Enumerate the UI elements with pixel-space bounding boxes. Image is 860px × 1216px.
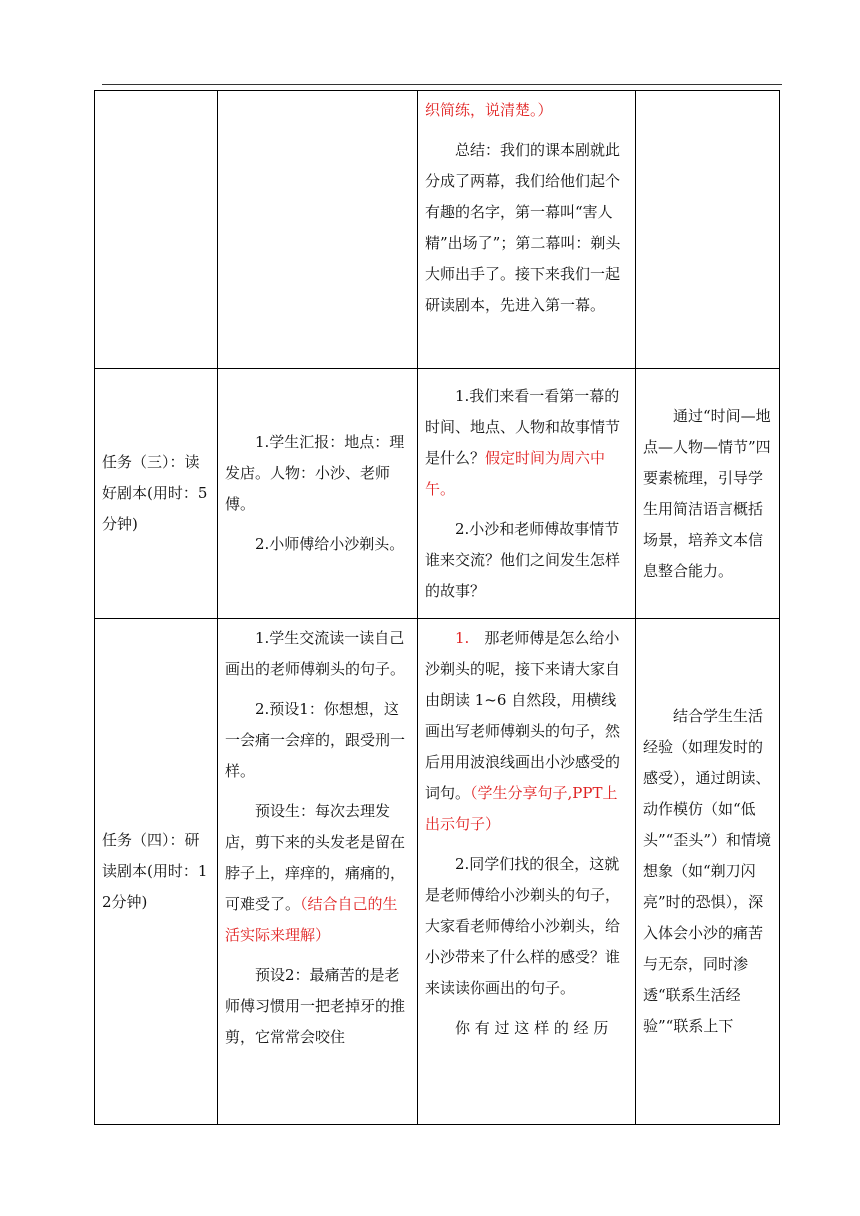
teacher-activity-cell <box>418 369 636 619</box>
lesson-plan-table <box>94 90 780 1125</box>
task-cell <box>95 619 218 1125</box>
header-rule <box>102 84 782 85</box>
task-cell <box>95 91 218 369</box>
teacher-activity-cell <box>418 619 636 1125</box>
body-text: 预设2：最痛苦的是老师傅习惯用一把老掉牙的推剪，它常常会咬住 <box>225 966 406 1046</box>
purpose-paragraph <box>643 401 772 587</box>
student-activity-cell <box>218 619 418 1125</box>
student-activity-cell <box>218 91 418 369</box>
highlight-text: （结合自己的生活实际来理解） <box>225 895 398 944</box>
teacher-paragraph <box>425 514 628 607</box>
teacher-activity-cell <box>418 91 636 369</box>
student-paragraph <box>225 529 410 560</box>
student-paragraph <box>225 427 410 520</box>
student-paragraph <box>225 960 410 1053</box>
body-text: 2.同学们找的很全，这就是老师傅给小沙剃头的句子，大家看老师傅给小沙剃头，给小沙带来了什么样的感受？谁来读读你画出的句子。 <box>425 855 621 997</box>
table-row <box>95 369 780 619</box>
table-row <box>95 619 780 1125</box>
design-purpose-cell <box>636 619 780 1125</box>
highlight-text: 假定时间为周六中午。 <box>425 448 606 498</box>
body-text: 1.我们来看一看第一幕的时间、地点、人物和故事情节是什么？ <box>425 386 621 467</box>
task-cell <box>95 369 218 619</box>
task-label: 任务（四）：研读剧本(用时：12分钟) <box>102 831 208 911</box>
teacher-paragraph <box>425 623 628 840</box>
body-text: 结合学生生活经验（如理发时的感受），通过朗读、动作模仿（如“低头”“歪头”）和情境想象（如“剃刀闪亮”时的恐惧），深入体会小沙的痛苦与无奈，同时渗透“联系生活经验”“联系上下 <box>643 707 772 1035</box>
highlight-text: 1. <box>455 629 470 647</box>
body-text: 你 有 过 这 样 的 经 历 <box>455 1019 609 1037</box>
body-text: 总结：我们的课本剧就此分成了两幕，我们给他们起个有趣的名字，第一幕叫“害人精”出场了”；第二幕叫：剃头大师出手了。接下来我们一起研读剧本，先进入第一幕。 <box>425 141 621 314</box>
teacher-paragraph <box>425 849 628 1004</box>
design-purpose-cell <box>636 91 780 369</box>
student-paragraph <box>225 623 410 685</box>
body-text: 预设生：每次去理发店，剪下来的头发老是留在脖子上，痒痒的，痛痛的，可难受了。 <box>225 802 406 913</box>
body-text: 通过“时间—地点—人物—情节”四要素梳理，引导学生用简洁语言概括场景，培养文本信息整合能力。 <box>643 406 771 580</box>
body-text: 1.学生交流读一读自己画出的老师傅剃头的句子。 <box>225 629 406 678</box>
purpose-paragraph <box>643 701 772 1042</box>
student-paragraph <box>225 694 410 787</box>
design-purpose-cell <box>636 369 780 619</box>
student-paragraph <box>225 796 410 951</box>
teacher-paragraph <box>425 95 628 126</box>
body-text: 2.小师傅给小沙剃头。 <box>255 535 405 553</box>
body-text: 那老师傅是怎么给小沙剃头的呢，接下来请大家自由朗读 1~6 自然段，用横线画出写老师傅剃头的句子，然后用用波浪线画出小沙感受的词句。 <box>425 629 621 802</box>
highlight-text: （学生分享句子,PPT上出示句子） <box>425 784 618 833</box>
body-text: 2.小沙和老师傅故事情节谁来交流？他们之间发生怎样的故事？ <box>425 519 621 600</box>
body-text: 2.预设1：你想想，这一会痛一会痒的，跟受刑一样。 <box>225 700 406 780</box>
table-row <box>95 91 780 369</box>
task-label: 任务（三）：读好剧本(用时：5分钟) <box>102 453 208 533</box>
teacher-paragraph <box>425 1013 628 1044</box>
highlight-text: 织简练，说清楚。） <box>425 101 553 119</box>
body-text: 1.学生汇报：地点：理发店。人物：小沙、老师傅。 <box>225 433 405 513</box>
student-activity-cell <box>218 369 418 619</box>
teacher-paragraph <box>425 381 628 505</box>
teacher-paragraph <box>425 135 628 321</box>
